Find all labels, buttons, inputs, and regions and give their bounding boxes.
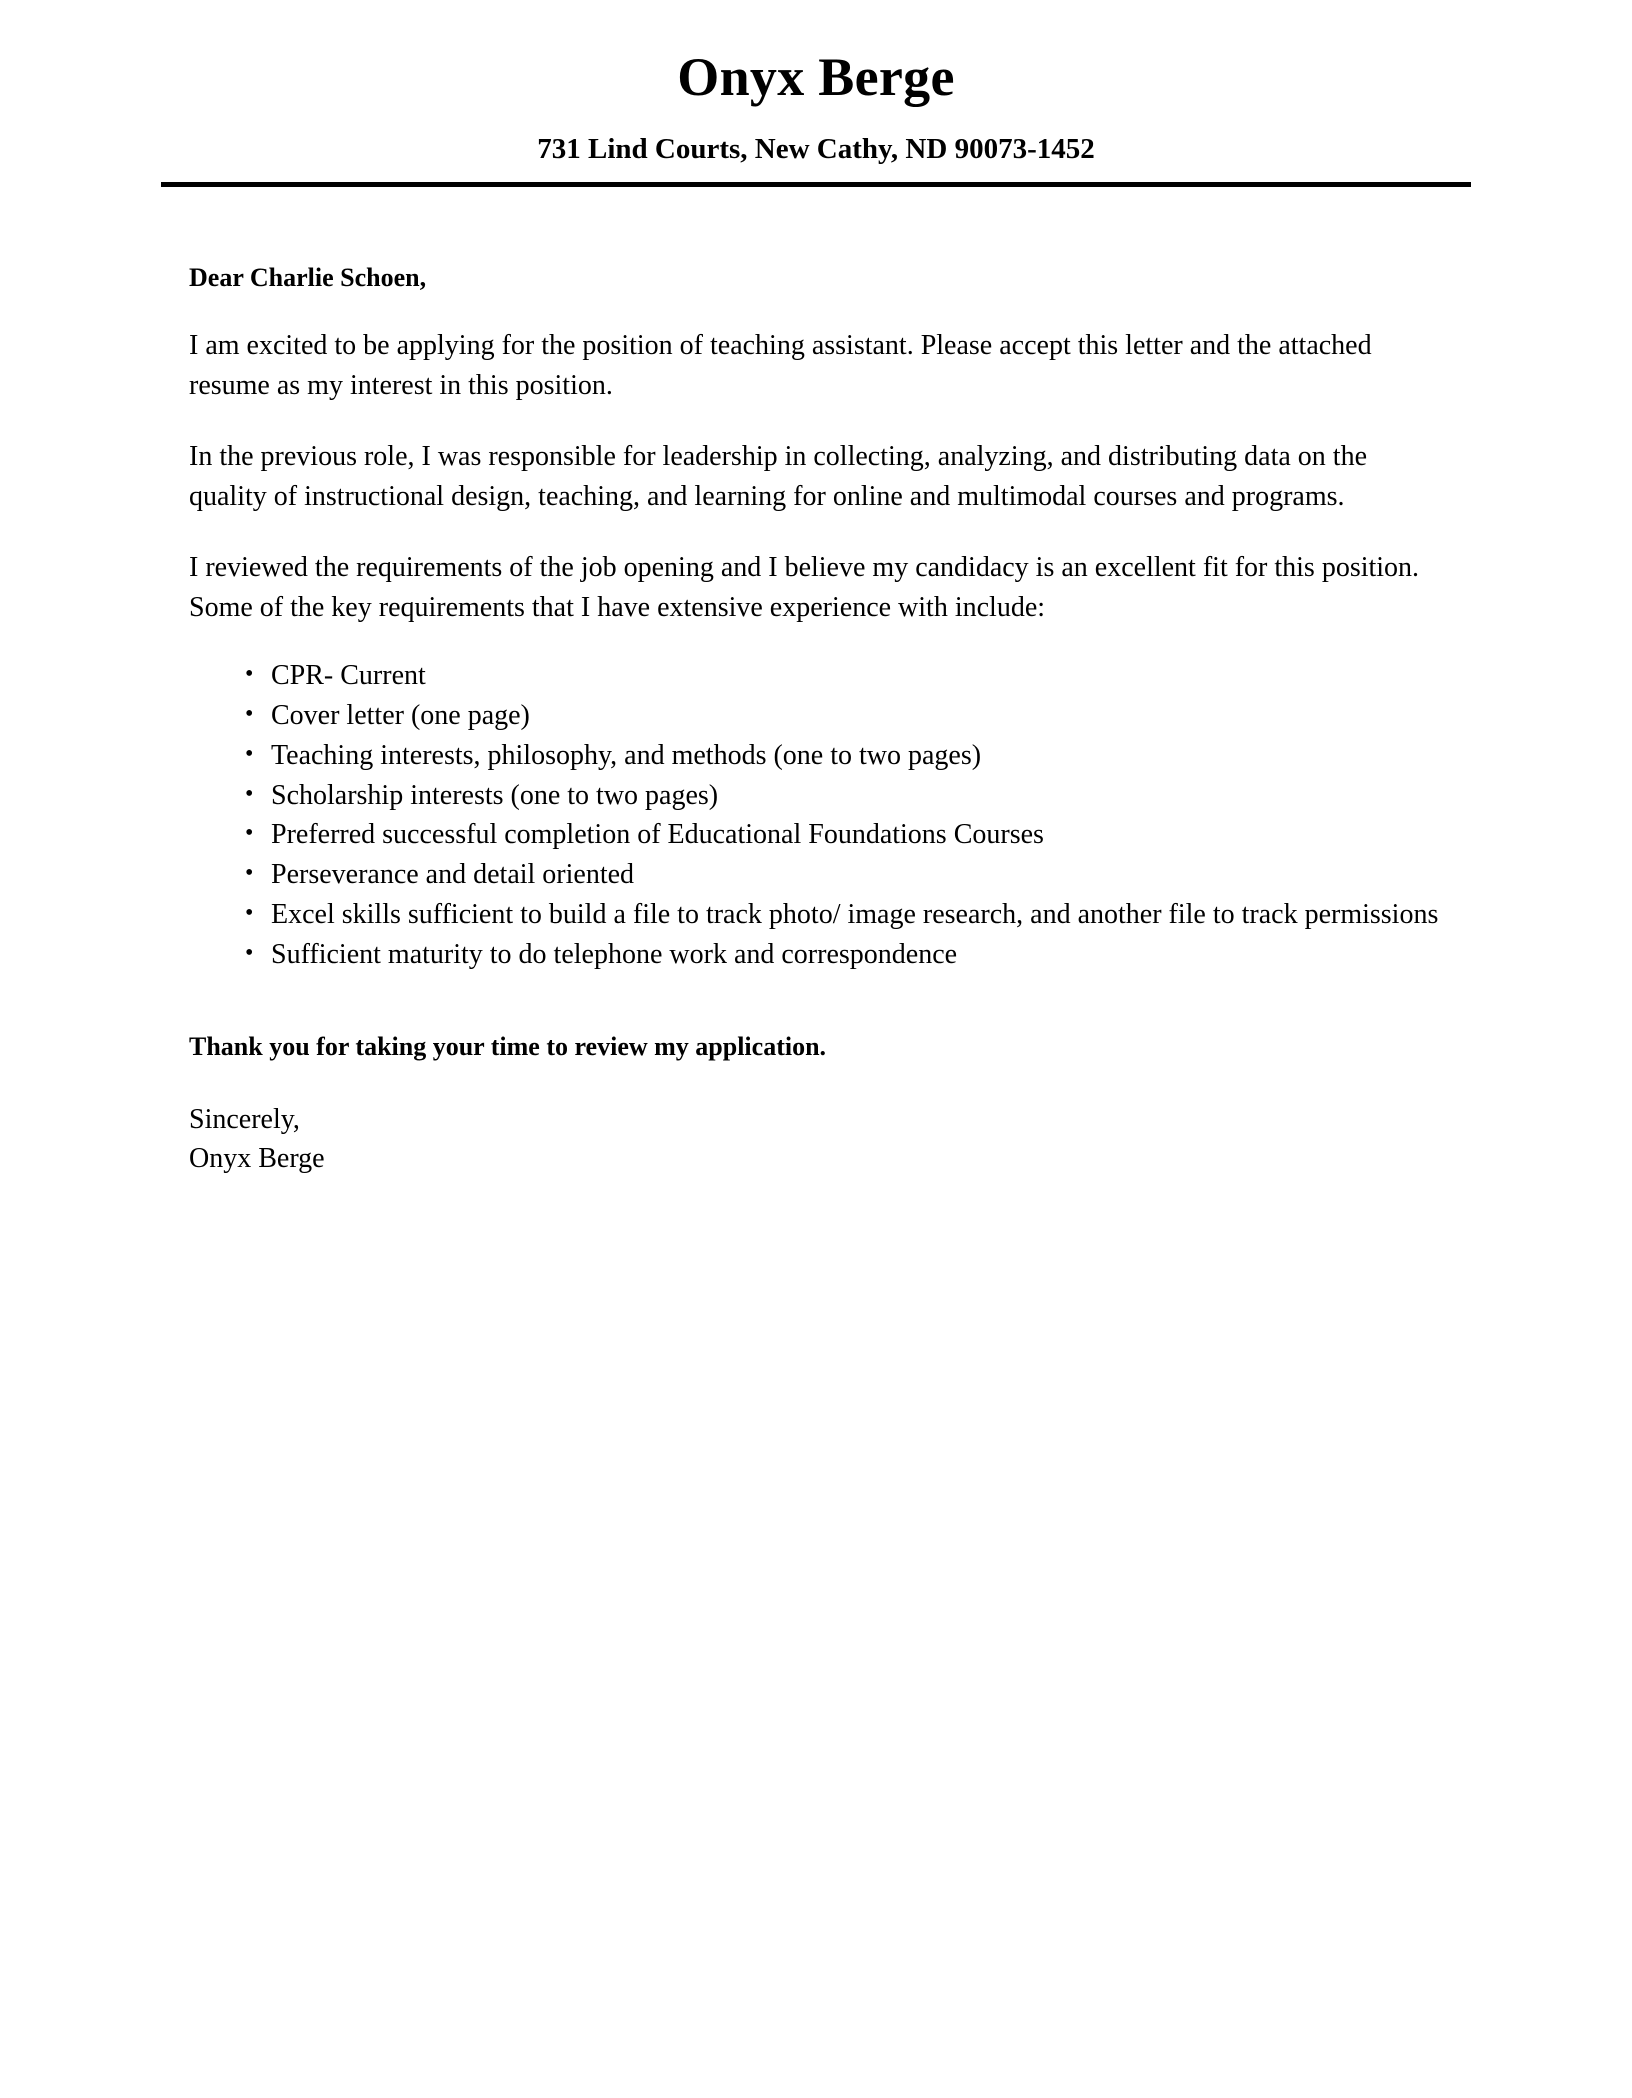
- bullet-icon: •: [245, 701, 254, 728]
- list-item: [245, 736, 1451, 776]
- list-item: [245, 895, 1451, 935]
- bullet-icon: •: [245, 820, 254, 847]
- body-paragraph-2: In the previous role, I was responsible for leadership in collecting, analyzing, and distributing data on the quality of instructional design, teaching, and learning for online and multimodal courses and programs.: [189, 441, 1368, 513]
- letter-body: [161, 260, 1471, 1179]
- list-item: [245, 855, 1451, 895]
- list-item-label: Teaching interests, philosophy, and methods (one to two pages): [271, 739, 982, 771]
- letterhead: [0, 0, 1632, 187]
- list-item-label: Preferred successful completion of Educational Foundations Courses: [271, 819, 1044, 851]
- bullet-icon: •: [245, 939, 254, 966]
- valediction: Sincerely,: [189, 1103, 300, 1135]
- list-item-label: Scholarship interests (one to two pages): [271, 779, 719, 811]
- signature-name: Onyx Berge: [189, 1143, 325, 1175]
- bullet-icon: •: [245, 740, 254, 767]
- sender-address: 731 Lind Courts, New Cathy, ND 90073-1452: [537, 133, 1095, 166]
- list-item: [245, 776, 1451, 816]
- requirements-list: [189, 656, 1451, 974]
- closing-statement: Thank you for taking your time to review my application.: [189, 1032, 827, 1062]
- list-item: [245, 935, 1451, 975]
- body-paragraph-1: I am excited to be applying for the position of teaching assistant. Please accept this letter and the attached resume as my interest in this position.: [189, 330, 1372, 402]
- list-item: [245, 815, 1451, 855]
- list-item-label: Excel skills sufficient to build a file to track photo/ image research, and another file to track permissions: [271, 898, 1439, 930]
- list-item: [245, 656, 1451, 696]
- body-paragraph-3: I reviewed the requirements of the job opening and I believe my candidacy is an excellent fit for this position. Some of the key requirements that I have extensive experience with include:: [189, 552, 1420, 624]
- sender-name: Onyx Berge: [677, 47, 955, 107]
- list-item-label: Sufficient maturity to do telephone work and correspondence: [271, 938, 958, 970]
- signoff-block: [189, 1100, 1451, 1180]
- salutation: Dear Charlie Schoen,: [189, 263, 427, 293]
- bullet-icon: •: [245, 780, 254, 807]
- bullet-icon: •: [245, 661, 254, 688]
- bullet-icon: •: [245, 860, 254, 887]
- list-item-label: Perseverance and detail oriented: [271, 859, 635, 891]
- list-item: [245, 696, 1451, 736]
- list-item-label: Cover letter (one page): [271, 700, 530, 732]
- header-divider: [161, 182, 1471, 187]
- bullet-icon: •: [245, 899, 254, 926]
- list-item-label: CPR- Current: [271, 660, 426, 692]
